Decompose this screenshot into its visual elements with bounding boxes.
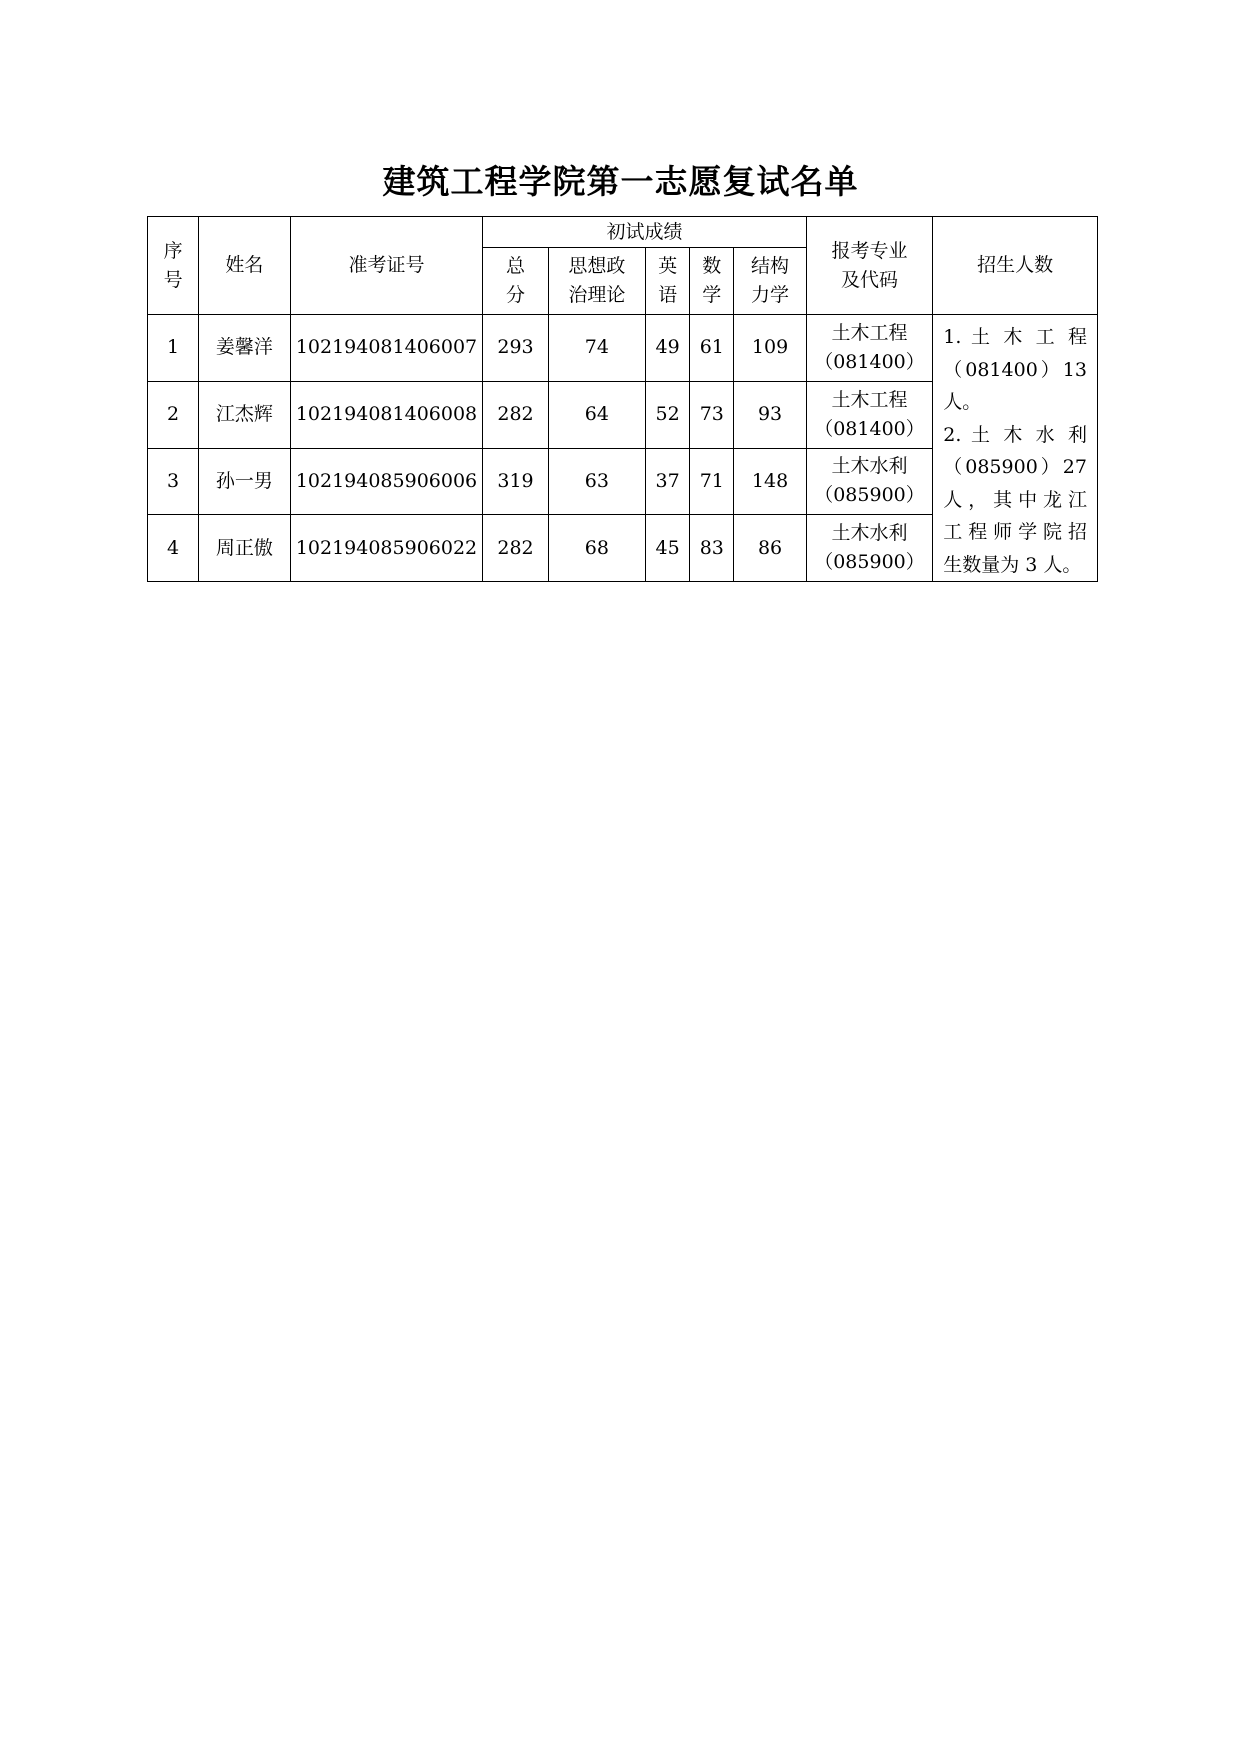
table-row (148, 315, 1098, 382)
header-politics: 思想政 治理论 (548, 248, 645, 315)
cell-english: 37 (646, 448, 690, 515)
cell-major: 土木水利 （085900） (806, 515, 933, 582)
cell-total: 282 (483, 381, 548, 448)
cell-seq: 2 (148, 381, 199, 448)
cell-politics: 74 (548, 315, 645, 382)
header-structural: 结构 力学 (734, 248, 806, 315)
cell-exam-id: 102194081406008 (290, 381, 483, 448)
cell-english: 52 (646, 381, 690, 448)
header-math: 数 学 (690, 248, 734, 315)
header-exam-id: 准考证号 (290, 217, 483, 315)
header-enrollment: 招生人数 (933, 217, 1098, 315)
enrollment-note: 1. 土 木 工 程 （081400）13 人。 2. 土 木 水 利 （085900）27 人，其中龙江 工程师学院招 生数量为 3 人。 (933, 315, 1098, 582)
cell-exam-id: 102194081406007 (290, 315, 483, 382)
header-seq: 序 号 (148, 217, 199, 315)
cell-seq: 4 (148, 515, 199, 582)
header-prelim-group: 初试成绩 (483, 217, 806, 248)
cell-structural: 86 (734, 515, 806, 582)
cell-exam-id: 102194085906006 (290, 448, 483, 515)
cell-structural: 93 (734, 381, 806, 448)
cell-exam-id: 102194085906022 (290, 515, 483, 582)
cell-math: 61 (690, 315, 734, 382)
page-title: 建筑工程学院第一志愿复试名单 (382, 162, 859, 201)
cell-total: 319 (483, 448, 548, 515)
cell-total: 282 (483, 515, 548, 582)
cell-name: 周正傲 (199, 515, 290, 582)
cell-math: 73 (690, 381, 734, 448)
cell-politics: 68 (548, 515, 645, 582)
header-major: 报考专业 及代码 (806, 217, 933, 315)
cell-name: 江杰辉 (199, 381, 290, 448)
header-total: 总 分 (483, 248, 548, 315)
cell-structural: 109 (734, 315, 806, 382)
header-row-1 (148, 217, 1098, 248)
cell-english: 49 (646, 315, 690, 382)
cell-major: 土木水利 （085900） (806, 448, 933, 515)
cell-politics: 63 (548, 448, 645, 515)
cell-name: 孙一男 (199, 448, 290, 515)
candidate-table (147, 216, 1098, 582)
cell-major: 土木工程 （081400） (806, 315, 933, 382)
cell-name: 姜馨洋 (199, 315, 290, 382)
cell-seq: 3 (148, 448, 199, 515)
cell-total: 293 (483, 315, 548, 382)
cell-seq: 1 (148, 315, 199, 382)
cell-english: 45 (646, 515, 690, 582)
cell-politics: 64 (548, 381, 645, 448)
header-english: 英 语 (646, 248, 690, 315)
cell-major: 土木工程 （081400） (806, 381, 933, 448)
cell-math: 71 (690, 448, 734, 515)
header-name: 姓名 (199, 217, 290, 315)
cell-structural: 148 (734, 448, 806, 515)
cell-math: 83 (690, 515, 734, 582)
